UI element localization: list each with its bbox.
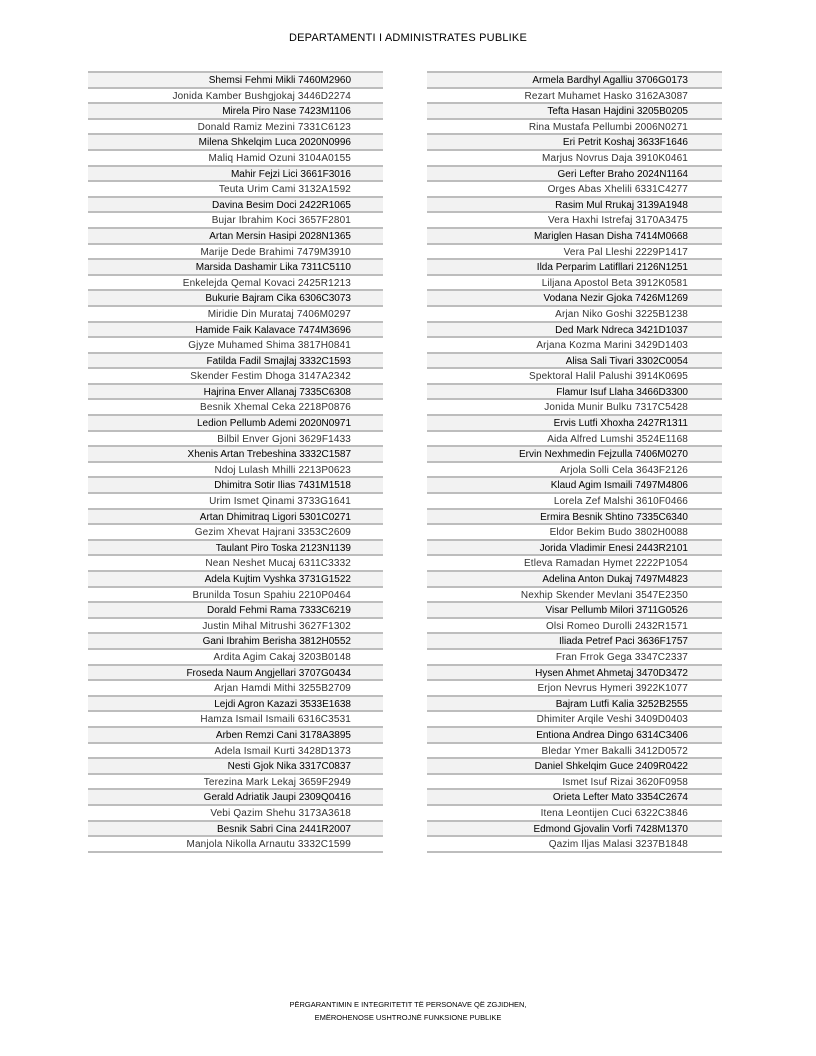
list-row: Artan Dhimitraq Ligori 5301C0271 xyxy=(88,508,383,524)
list-row: Mirela Piro Nase 7423M1106 xyxy=(88,102,383,118)
list-row: Bukurie Bajram Cika 6306C3073 xyxy=(88,289,383,305)
list-row: Artan Mersin Hasipi 2028N1365 xyxy=(88,227,383,243)
list-row: Besnik Sabri Cina 2441R2007 xyxy=(88,820,383,836)
list-row: Hamide Faik Kalavace 7474M3696 xyxy=(88,321,383,337)
list-row: Rina Mustafa Pellumbi 2006N0271 xyxy=(427,118,722,134)
footer-line-2: EMËROHENOSE USHTROJNË FUNKSIONE PUBLIKE xyxy=(314,1013,502,1022)
list-row: Iliada Petref Paci 3636F1757 xyxy=(427,632,722,648)
list-row: Arjola Solli Cela 3643F2126 xyxy=(427,461,722,477)
list-row: Arjan Niko Goshi 3225B1238 xyxy=(427,305,722,321)
list-row: Jorida Vladimir Enesi 2443R2101 xyxy=(427,539,722,555)
list-row: Tefta Hasan Hajdini 3205B0205 xyxy=(427,102,722,118)
list-row: Bilbil Enver Gjoni 3629F1433 xyxy=(88,430,383,446)
right-name-list xyxy=(427,71,722,853)
list-row: Dorald Fehmi Rama 7333C6219 xyxy=(88,601,383,617)
list-row: Manjola Nikolla Arnautu 3332C1599 xyxy=(88,835,383,851)
list-row: Mariglen Hasan Disha 7414M0668 xyxy=(427,227,722,243)
list-row: Rasim Mul Rrukaj 3139A1948 xyxy=(427,196,722,212)
list-row: Vebi Qazim Shehu 3173A3618 xyxy=(88,804,383,820)
list-row: Spektoral Halil Palushi 3914K0695 xyxy=(427,367,722,383)
list-row: Fatilda Fadil Smajlaj 3332C1593 xyxy=(88,352,383,368)
list-row: Gani Ibrahim Berisha 3812H0552 xyxy=(88,632,383,648)
list-row: Xhenis Artan Trebeshina 3332C1587 xyxy=(88,445,383,461)
list-row: Nexhip Skender Mevlani 3547E2350 xyxy=(427,586,722,602)
list-row: Eldor Bekim Budo 3802H0088 xyxy=(427,523,722,539)
list-row: Mahir Fejzi Lici 3661F3016 xyxy=(88,165,383,181)
list-row: Bajram Lutfi Kalia 3252B2555 xyxy=(427,695,722,711)
list-row: Enkelejda Qemal Kovaci 2425R1213 xyxy=(88,274,383,290)
list-row: Bledar Ymer Bakalli 3412D0572 xyxy=(427,742,722,758)
list-row: Orieta Lefter Mato 3354C2674 xyxy=(427,788,722,804)
list-row: Rezart Muhamet Hasko 3162A3087 xyxy=(427,87,722,103)
list-row: Visar Pellumb Milori 3711G0526 xyxy=(427,601,722,617)
list-row: Qazim Iljas Malasi 3237B1848 xyxy=(427,835,722,851)
list-row: Marsida Dashamir Lika 7311C5110 xyxy=(88,258,383,274)
list-row: Nean Neshet Mucaj 6311C3332 xyxy=(88,554,383,570)
list-row: Alisa Sali Tivari 3302C0054 xyxy=(427,352,722,368)
list-row: Urim Ismet Qinami 3733G1641 xyxy=(88,492,383,508)
list-row: Dhimiter Arqile Veshi 3409D0403 xyxy=(427,710,722,726)
page-title: DEPARTAMENTI I ADMINISTRATES PUBLIKE xyxy=(288,32,528,44)
list-row: Fran Frrok Gega 3347C2337 xyxy=(427,648,722,664)
list-row: Terezina Mark Lekaj 3659F2949 xyxy=(88,773,383,789)
list-row: Edmond Gjovalin Vorfi 7428M1370 xyxy=(427,820,722,836)
list-row: Davina Besim Doci 2422R1065 xyxy=(88,196,383,212)
list-row: Adela Kujtim Vyshka 3731G1522 xyxy=(88,570,383,586)
page-footer xyxy=(0,998,816,1024)
list-row: Adelina Anton Dukaj 7497M4823 xyxy=(427,570,722,586)
list-row: Vodana Nezir Gjoka 7426M1269 xyxy=(427,289,722,305)
list-row: Erjon Nevrus Hymeri 3922K1077 xyxy=(427,679,722,695)
list-row: Gerald Adriatik Jaupi 2309Q0416 xyxy=(88,788,383,804)
footer-line-1: PËRGARANTIMIN E INTEGRITETIT TË PERSONAVE QË ZGJIDHEN, xyxy=(289,1000,527,1009)
list-row: Etleva Ramadan Hymet 2222P1054 xyxy=(427,554,722,570)
list-row: Ded Mark Ndreca 3421D1037 xyxy=(427,321,722,337)
list-row: Vera Haxhi Istrefaj 3170A3475 xyxy=(427,211,722,227)
list-row: Daniel Shkelqim Guce 2409R0422 xyxy=(427,757,722,773)
list-row: Taulant Piro Toska 2123N1139 xyxy=(88,539,383,555)
list-row: Itena Leontijen Cuci 6322C3846 xyxy=(427,804,722,820)
list-row: Jonida Kamber Bushgjokaj 3446D2274 xyxy=(88,87,383,103)
list-row: Arben Remzi Cani 3178A3895 xyxy=(88,726,383,742)
list-row: Gjyze Muhamed Shima 3817H0841 xyxy=(88,336,383,352)
list-row: Arjan Hamdi Mithi 3255B2709 xyxy=(88,679,383,695)
list-row: Entiona Andrea Dingo 6314C3406 xyxy=(427,726,722,742)
list-row: Teuta Urim Cami 3132A1592 xyxy=(88,180,383,196)
list-row: Geri Lefter Braho 2024N1164 xyxy=(427,165,722,181)
list-row: Hamza Ismail Ismaili 6316C3531 xyxy=(88,710,383,726)
list-row: Aida Alfred Lumshi 3524E1168 xyxy=(427,430,722,446)
list-row: Brunilda Tosun Spahiu 2210P0464 xyxy=(88,586,383,602)
list-row: Ervis Lutfi Xhoxha 2427R1311 xyxy=(427,414,722,430)
list-row: Miridie Din Murataj 7406M0297 xyxy=(88,305,383,321)
list-row: Lejdi Agron Kazazi 3533E1638 xyxy=(88,695,383,711)
list-row: Nesti Gjok Nika 3317C0837 xyxy=(88,757,383,773)
list-row: Maliq Hamid Ozuni 3104A0155 xyxy=(88,149,383,165)
list-row: Vera Pal Lleshi 2229P1417 xyxy=(427,243,722,259)
list-row: Klaud Agim Ismaili 7497M4806 xyxy=(427,476,722,492)
list-row: Jonida Munir Bulku 7317C5428 xyxy=(427,398,722,414)
list-row: Gezim Xhevat Hajrani 3353C2609 xyxy=(88,523,383,539)
list-row: Ledion Pellumb Ademi 2020N0971 xyxy=(88,414,383,430)
list-row: Milena Shkelqim Luca 2020N0996 xyxy=(88,133,383,149)
list-row: Olsi Romeo Durolli 2432R1571 xyxy=(427,617,722,633)
list-row: Hysen Ahmet Ahmetaj 3470D3472 xyxy=(427,664,722,680)
list-row: Shemsi Fehmi Mikli 7460M2960 xyxy=(88,71,383,87)
list-row: Ardita Agim Cakaj 3203B0148 xyxy=(88,648,383,664)
list-row: Liljana Apostol Beta 3912K0581 xyxy=(427,274,722,290)
list-row: Armela Bardhyl Agalliu 3706G0173 xyxy=(427,71,722,87)
list-row: Donald Ramiz Mezini 7331C6123 xyxy=(88,118,383,134)
list-row: Ismet Isuf Rizai 3620F0958 xyxy=(427,773,722,789)
list-end-divider xyxy=(88,851,383,853)
list-row: Ermira Besnik Shtino 7335C6340 xyxy=(427,508,722,524)
list-row: Dhimitra Sotir Ilias 7431M1518 xyxy=(88,476,383,492)
list-row: Orges Abas Xhelili 6331C4277 xyxy=(427,180,722,196)
list-row: Adela Ismail Kurti 3428D1373 xyxy=(88,742,383,758)
list-row: Flamur Isuf Llaha 3466D3300 xyxy=(427,383,722,399)
list-row: Ervin Nexhmedin Fejzulla 7406M0270 xyxy=(427,445,722,461)
list-row: Skender Festim Dhoga 3147A2342 xyxy=(88,367,383,383)
list-row: Froseda Naum Angjellari 3707G0434 xyxy=(88,664,383,680)
list-row: Marije Dede Brahimi 7479M3910 xyxy=(88,243,383,259)
list-row: Hajrina Enver Allanaj 7335C6308 xyxy=(88,383,383,399)
left-name-list xyxy=(88,71,383,853)
list-row: Ilda Perparim Latifllari 2126N1251 xyxy=(427,258,722,274)
list-end-divider xyxy=(427,851,722,853)
list-row: Eri Petrit Koshaj 3633F1646 xyxy=(427,133,722,149)
list-row: Bujar Ibrahim Koci 3657F2801 xyxy=(88,211,383,227)
list-row: Ndoj Lulash Mhilli 2213P0623 xyxy=(88,461,383,477)
list-row: Besnik Xhemal Ceka 2218P0876 xyxy=(88,398,383,414)
list-row: Justin Mihal Mitrushi 3627F1302 xyxy=(88,617,383,633)
list-row: Lorela Zef Malshi 3610F0466 xyxy=(427,492,722,508)
list-row: Marjus Novrus Daja 3910K0461 xyxy=(427,149,722,165)
list-row: Arjana Kozma Marini 3429D1403 xyxy=(427,336,722,352)
